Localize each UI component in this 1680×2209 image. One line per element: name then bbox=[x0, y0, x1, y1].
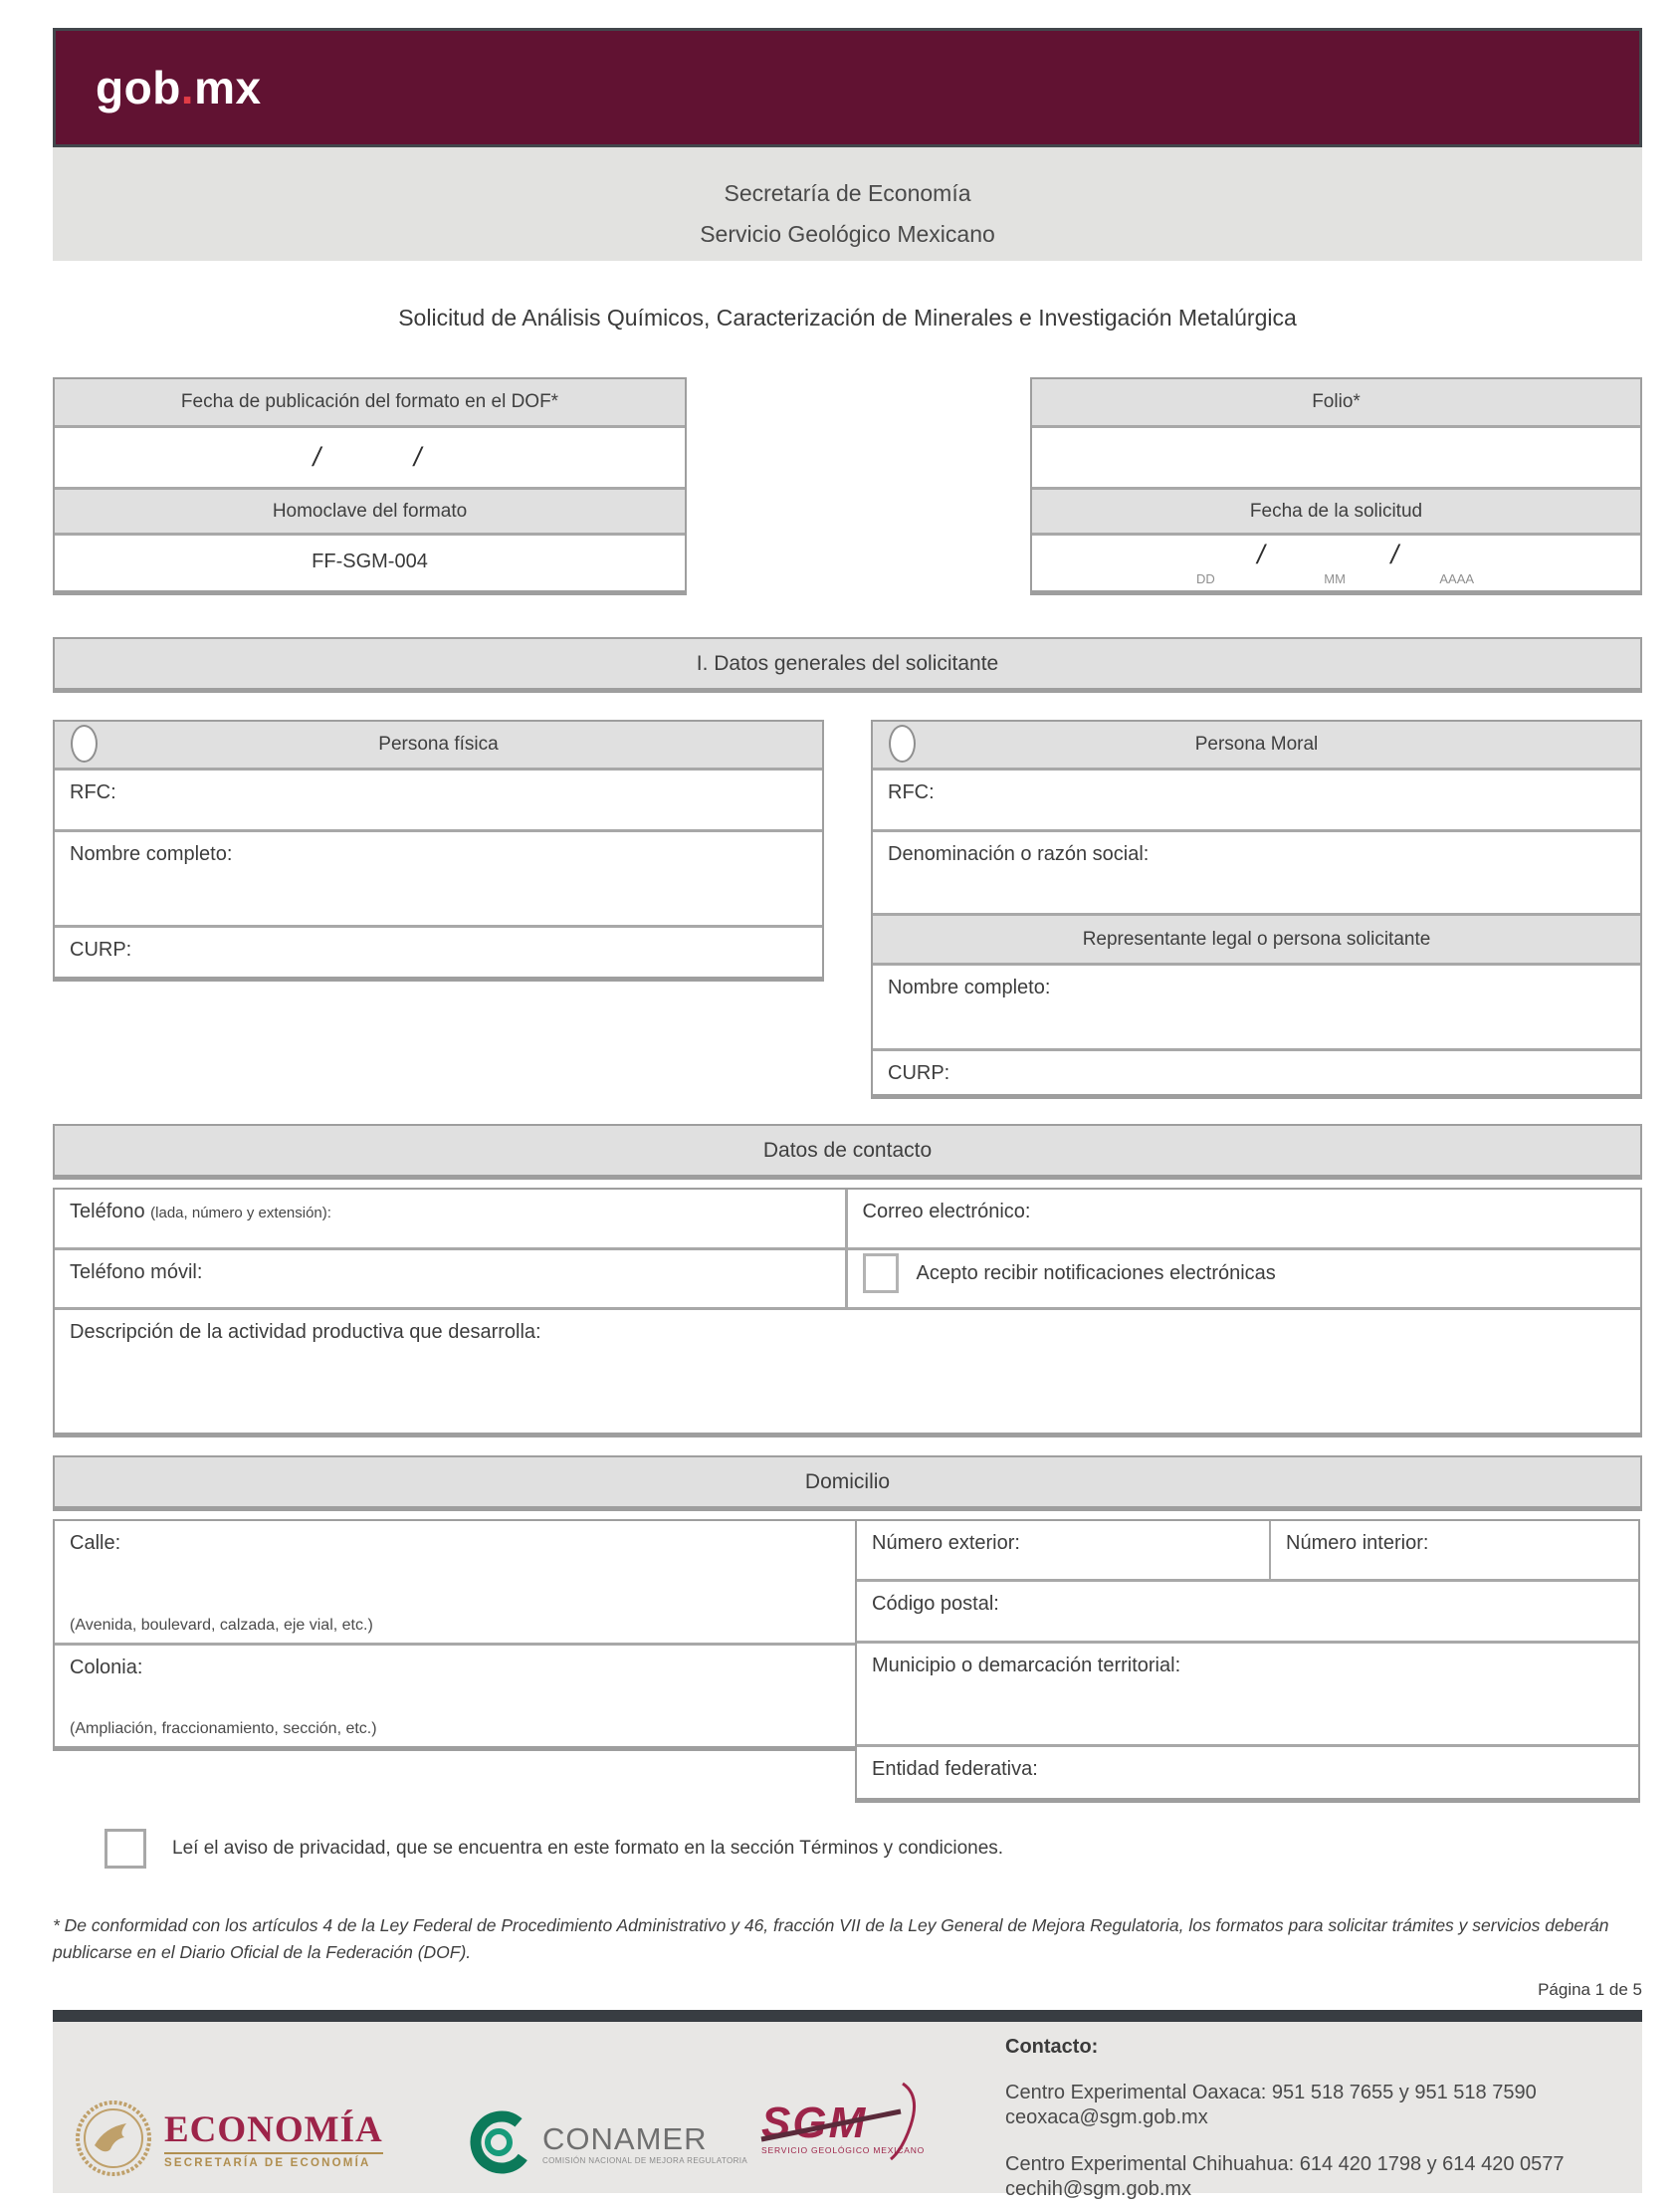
dof-slash-2: / bbox=[413, 442, 422, 472]
persona-moral-box bbox=[871, 720, 1642, 1099]
footer-dark-bar bbox=[53, 2010, 1642, 2022]
colonia-field[interactable] bbox=[55, 1643, 855, 1746]
codigo-postal-field[interactable] bbox=[857, 1579, 1638, 1641]
curp-fisica-label: CURP: bbox=[70, 939, 132, 961]
mx-logo-text: mx bbox=[194, 62, 262, 113]
fecha-aaaa-label: AAAA bbox=[1439, 571, 1475, 586]
municipio-label: Municipio o demarcación territorial: bbox=[872, 1655, 1181, 1676]
folio-header: Folio* bbox=[1032, 379, 1640, 425]
nombre-fisica-field[interactable] bbox=[55, 829, 822, 925]
entidad-federativa-label: Entidad federativa: bbox=[872, 1758, 1038, 1780]
dof-box bbox=[53, 377, 687, 595]
footer bbox=[53, 2010, 1642, 2200]
rfc-moral-label: RFC: bbox=[888, 781, 935, 803]
folio-box bbox=[1030, 377, 1642, 595]
persona-fisica-box bbox=[53, 720, 824, 982]
domicilio-right-column bbox=[855, 1519, 1640, 1803]
sgm-logo-text: SGM bbox=[761, 2099, 868, 2147]
nombre-representante-field[interactable] bbox=[873, 963, 1640, 1048]
municipio-field[interactable] bbox=[857, 1641, 1638, 1744]
economia-logo-text: ECONOMÍA bbox=[164, 2109, 383, 2150]
homoclave-header: Homoclave del formato bbox=[55, 487, 685, 533]
rfc-fisica-label: RFC: bbox=[70, 781, 116, 803]
dof-slash-1: / bbox=[313, 442, 321, 472]
gobmx-header-band bbox=[53, 28, 1642, 147]
sgm-logo-subtext: SERVICIO GEOLÓGICO MEXICANO bbox=[761, 2145, 926, 2155]
notificaciones-checkbox[interactable] bbox=[863, 1253, 899, 1293]
numero-interior-label: Número interior: bbox=[1286, 1532, 1429, 1554]
nombre-representante-label: Nombre completo: bbox=[888, 977, 1051, 998]
notificaciones-label: Acepto recibir notificaciones electrónicas bbox=[916, 1261, 1276, 1284]
datos-contacto-header: Datos de contacto bbox=[53, 1124, 1642, 1180]
gobmx-logo bbox=[96, 61, 262, 114]
domicilio-table bbox=[53, 1519, 1642, 1803]
dof-footnote: * De conformidad con los artículos 4 de la Ley Federal de Procedimiento Administrativo y 46, fracción VII de la Ley General de Mejora Regulatoria, los formatos para solicitar trámites y servicios deberán publicarse en el Diario Oficial de la Federación (DOF). bbox=[53, 1915, 1609, 1962]
denominacion-label: Denominación o razón social: bbox=[888, 843, 1150, 865]
telefono-note: (lada, número y extensión): bbox=[150, 1205, 331, 1221]
page-number: Página 1 de 5 bbox=[1538, 1980, 1642, 1999]
conamer-ring-icon bbox=[469, 2109, 534, 2180]
fecha-dd-label: DD bbox=[1195, 571, 1215, 586]
domicilio-left-column bbox=[53, 1519, 857, 1751]
agency-band bbox=[53, 147, 1642, 261]
calle-label: Calle: bbox=[70, 1532, 121, 1554]
contact-oaxaca-email[interactable]: ceoxaca@sgm.gob.mx bbox=[1005, 2106, 1208, 2128]
descripcion-actividad-label: Descripción de la actividad productiva que desarrolla: bbox=[70, 1321, 541, 1343]
telefono-movil-field[interactable] bbox=[55, 1250, 848, 1307]
calle-note: (Avenida, boulevard, calzada, eje vial, etc.) bbox=[70, 1617, 373, 1634]
persona-moral-label: Persona Moral bbox=[1194, 734, 1319, 755]
nombre-fisica-label: Nombre completo: bbox=[70, 843, 233, 865]
denominacion-field[interactable] bbox=[873, 829, 1640, 913]
fecha-solicitud-header: Fecha de la solicitud bbox=[1032, 487, 1640, 533]
economia-eagle-icon bbox=[75, 2099, 152, 2182]
persona-moral-radio[interactable] bbox=[889, 725, 916, 763]
curp-representante-field[interactable] bbox=[873, 1048, 1640, 1094]
agency-line-1: Secretaría de Economía bbox=[724, 180, 971, 206]
aviso-privacidad-checkbox[interactable] bbox=[105, 1829, 146, 1869]
contact-chihuahua-email[interactable]: cechih@sgm.gob.mx bbox=[1005, 2178, 1192, 2200]
fecha-slash-2: / bbox=[1390, 540, 1398, 569]
correo-field[interactable] bbox=[848, 1190, 1641, 1247]
fecha-slash-1: / bbox=[1257, 540, 1265, 569]
fecha-mm-label: MM bbox=[1324, 571, 1346, 586]
contact-chihuahua-phones: Centro Experimental Chihuahua: 614 420 1798 y 614 420 0577 bbox=[1005, 2153, 1565, 2175]
folio-field[interactable] bbox=[1032, 425, 1640, 487]
dof-date-field[interactable] bbox=[55, 425, 685, 487]
form-title: Solicitud de Análisis Químicos, Caracterización de Minerales e Investigación Metalúrgica bbox=[398, 305, 1297, 331]
aviso-privacidad-label: Leí el aviso de privacidad, que se encuentra en este formato en la sección Términos y condiciones. bbox=[172, 1838, 1004, 1859]
fecha-solicitud-field[interactable] bbox=[1032, 533, 1640, 590]
numero-exterior-label: Número exterior: bbox=[872, 1532, 1020, 1554]
calle-field[interactable] bbox=[55, 1521, 855, 1643]
economia-logo bbox=[75, 2099, 383, 2182]
agency-line-2: Servicio Geológico Mexicano bbox=[700, 221, 995, 247]
curp-fisica-field[interactable] bbox=[55, 925, 822, 977]
telefono-label: Teléfono bbox=[70, 1201, 151, 1222]
contact-title: Contacto: bbox=[1005, 2036, 1099, 2058]
telefono-movil-label: Teléfono móvil: bbox=[70, 1261, 203, 1283]
colonia-label: Colonia: bbox=[70, 1657, 143, 1678]
conamer-logo-subtext: COMISIÓN NACIONAL DE MEJORA REGULATORIA bbox=[542, 2156, 748, 2165]
rfc-fisica-field[interactable] bbox=[55, 768, 822, 829]
persona-fisica-radio[interactable] bbox=[71, 725, 98, 763]
footer-contact-block bbox=[1005, 2036, 1565, 2202]
economia-logo-subtext: SECRETARÍA DE ECONOMÍA bbox=[164, 2152, 383, 2169]
homoclave-value: FF-SGM-004 bbox=[55, 533, 685, 588]
persona-fisica-label: Persona física bbox=[378, 734, 499, 755]
curp-representante-label: CURP: bbox=[888, 1062, 950, 1084]
conamer-logo-text: CONAMER bbox=[542, 2121, 708, 2156]
datos-contacto-table bbox=[53, 1188, 1642, 1437]
gob-logo-dot: . bbox=[180, 62, 195, 113]
conamer-logo bbox=[469, 2109, 747, 2180]
colonia-note: (Ampliación, fraccionamiento, sección, etc.) bbox=[70, 1720, 377, 1737]
contact-oaxaca-phones: Centro Experimental Oaxaca: 951 518 7655 y 951 518 7590 bbox=[1005, 2082, 1537, 2103]
persona-moral-header bbox=[873, 722, 1640, 768]
numero-exterior-field[interactable] bbox=[857, 1521, 1271, 1579]
dof-header: Fecha de publicación del formato en el DOF* bbox=[55, 379, 685, 425]
section-1-header: I. Datos generales del solicitante bbox=[53, 637, 1642, 693]
footer-gray-area bbox=[53, 2022, 1642, 2200]
codigo-postal-label: Código postal: bbox=[872, 1593, 999, 1615]
numero-interior-field[interactable] bbox=[1271, 1521, 1638, 1579]
telefono-field[interactable] bbox=[55, 1190, 848, 1247]
correo-label: Correo electrónico: bbox=[862, 1201, 1031, 1222]
domicilio-header: Domicilio bbox=[53, 1455, 1642, 1511]
entidad-federativa-field[interactable] bbox=[857, 1744, 1638, 1798]
gob-logo-text: gob bbox=[96, 62, 181, 113]
sgm-logo bbox=[761, 2099, 926, 2155]
persona-fisica-header bbox=[55, 722, 822, 768]
representante-header: Representante legal o persona solicitante bbox=[873, 913, 1640, 963]
rfc-moral-field[interactable] bbox=[873, 768, 1640, 829]
descripcion-actividad-field[interactable] bbox=[55, 1310, 1640, 1433]
